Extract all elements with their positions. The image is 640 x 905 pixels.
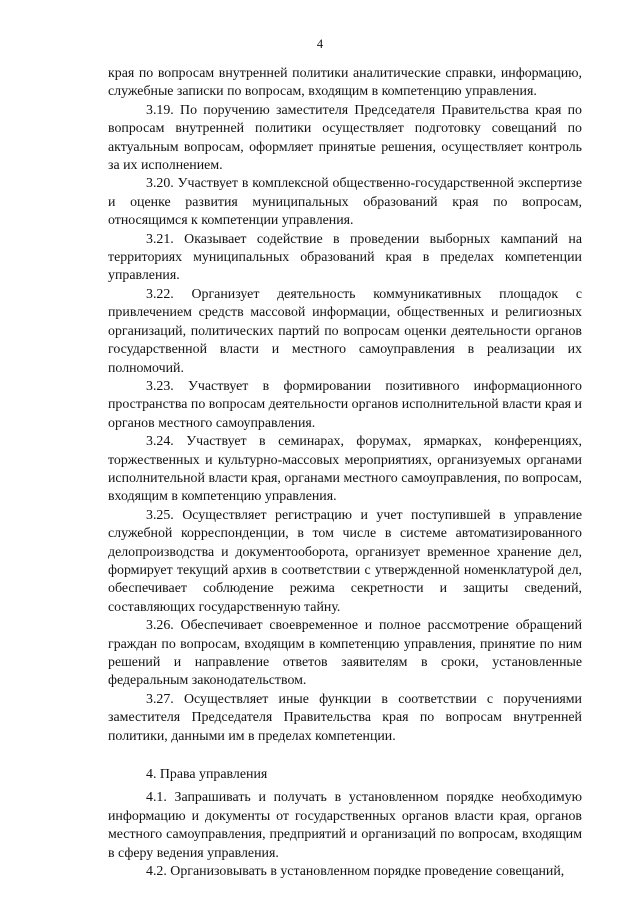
page-number: 4: [316, 37, 324, 51]
paragraph-3-23: 3.23. Участвует в формировании позитивного информационного пространства по вопросам деятельности органов исполнительной власти края и органов местного самоуправления.: [108, 378, 582, 431]
paragraph-3-19: 3.19. По поручению заместителя Председателя Правительства края по вопросам внутренней политики осуществляет подготовку совещаний по актуальным вопросам, оформляет принятые решения, осуществляет контроль за их исполнением.: [108, 102, 582, 174]
paragraph-3-25: 3.25. Осуществляет регистрацию и учет поступившей в управление служебной корреспонденции, в том числе в системе автоматизированного делопроизводства и документооборота, организует временное хранение дел, формирует текущий архив в соответствии с утвержденной номенклатурой дел, обеспечивает соблюдение режима секретности и защиты сведений, составляющих государственную тайну.: [108, 507, 582, 615]
paragraph-3-21: 3.21. Оказывает содействие в проведении выборных кампаний на территориях муниципальных образований края в пределах компетенции управления.: [108, 231, 582, 284]
document-body: [108, 65, 582, 881]
paragraph-3-24: 3.24. Участвует в семинарах, форумах, ярмарках, конференциях, торжественных и культурно-массовых мероприятиях, организуемых органами исполнительной власти края, органами местного самоуправления, по вопросам, входящим в компетенцию управления.: [108, 434, 582, 505]
paragraph-3-20: 3.20. Участвует в комплексной общественно-государственной экспертизе и оценке развития муниципальных образований края по вопросам, относящимся к компетенции управления.: [108, 176, 582, 229]
paragraph-3-26: 3.26. Обеспечивает своевременное и полное рассмотрение обращений граждан по вопросам, входящим в компетенцию управления, принятие по ним решений и направление ответов заявителям в сроки, установленные федеральным законодательством.: [108, 618, 582, 689]
paragraph-3-22: 3.22. Организует деятельность коммуникативных площадок с привлечением средств массовой информации, общественных и религиозных организаций, политических партий по вопросам оценки деятельности органов государственной власти и местного самоуправления в реализации их полномочий.: [108, 286, 582, 376]
paragraph-continuation: края по вопросам внутренней политики аналитические справки, информацию, служебные записки по вопросам, входящим в компетенцию управления.: [108, 66, 582, 100]
section-heading: 4. Права управления: [146, 767, 268, 783]
paragraph-4-1: 4.1. Запрашивать и получать в установленном порядке необходимую информацию и документы от государственных органов власти края, органов местного самоуправления, предприятий и организаций по вопросам, входящим в сферу ведения управления.: [108, 790, 582, 861]
paragraph-4-2: 4.2. Организовывать в установленном порядке проведение совещаний,: [146, 864, 565, 880]
paragraph-3-27: 3.27. Осуществляет иные функции в соответствии с поручениями заместителя Председателя Правительства края по вопросам внутренней политики, данными им в пределах компетенции.: [108, 691, 582, 744]
